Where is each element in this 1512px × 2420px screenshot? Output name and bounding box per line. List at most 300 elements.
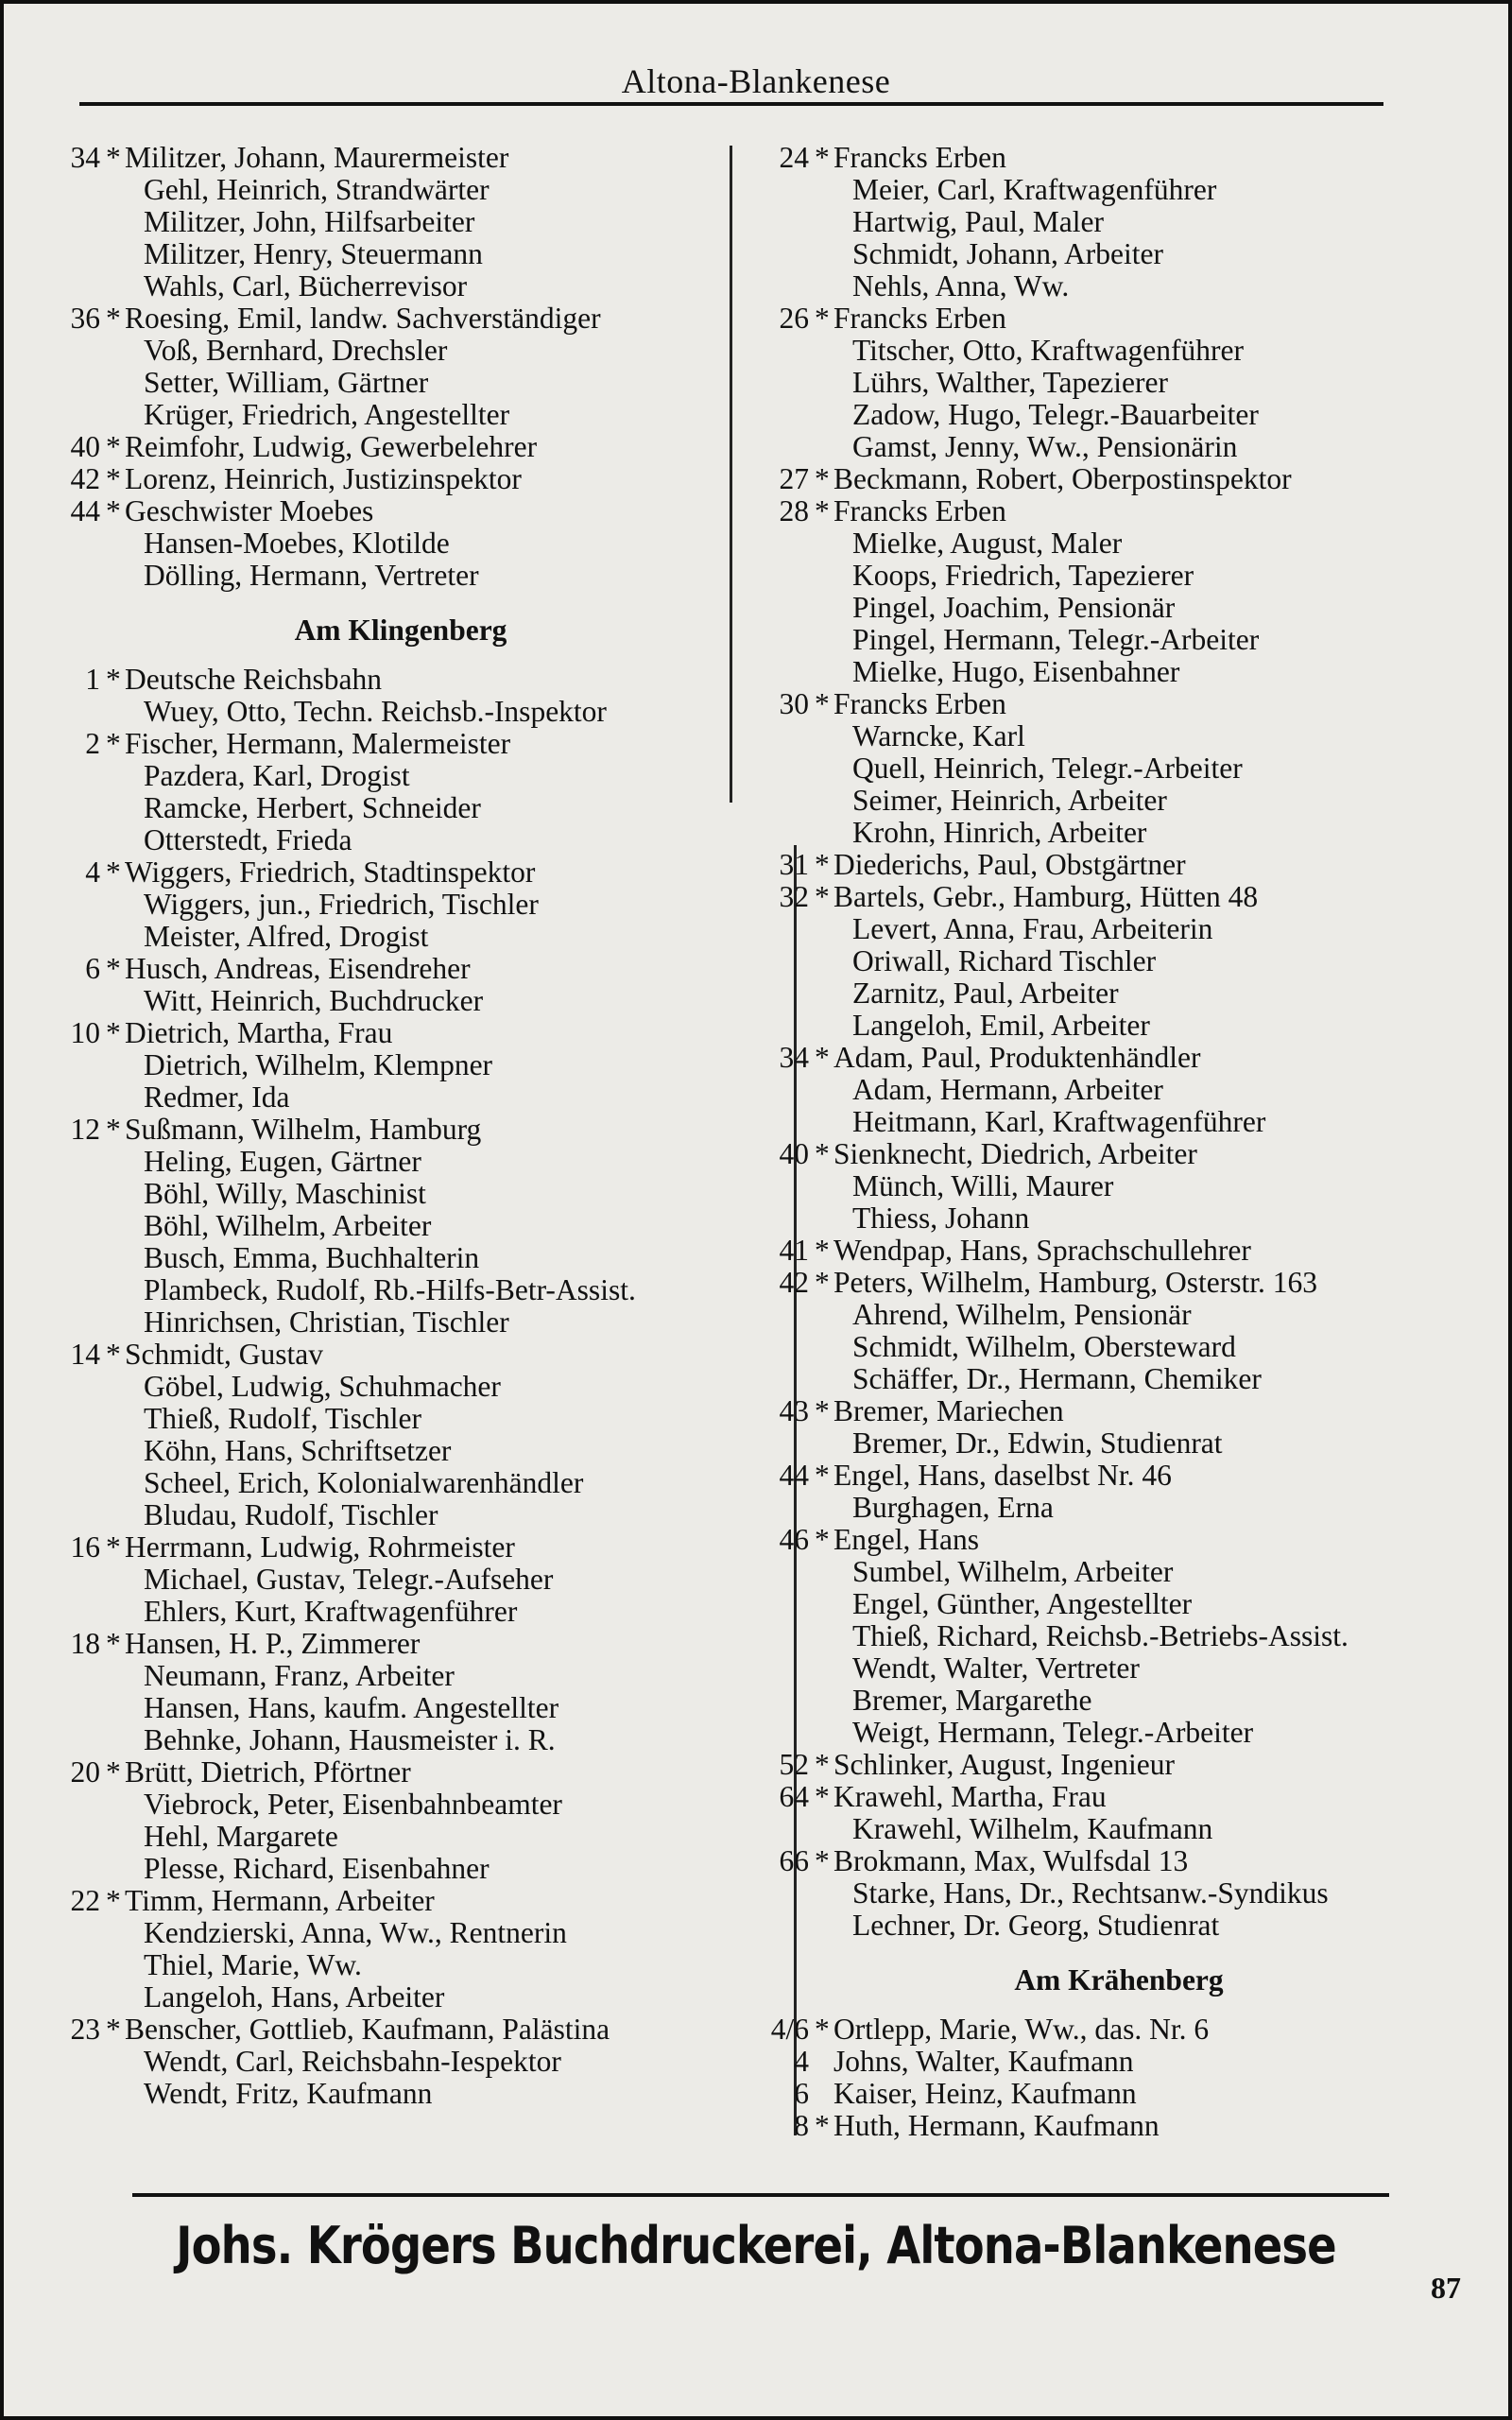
entry-text: Kaiser, Heinz, Kaufmann xyxy=(833,2077,1137,2110)
entry-text: Wahls, Carl, Bücherrevisor xyxy=(144,269,468,302)
house-number: 24 xyxy=(779,141,809,174)
left-column xyxy=(42,142,769,2110)
house-number: 6 xyxy=(85,952,100,985)
owner-mark xyxy=(815,1877,833,1910)
entry-text: Weigt, Hermann, Telegr.-Arbeiter xyxy=(852,1716,1254,1749)
entry-text: Göbel, Ludwig, Schuhmacher xyxy=(144,1370,501,1403)
entry-text: Pingel, Joachim, Pensionär xyxy=(852,591,1176,624)
resident-entry xyxy=(42,1210,769,1242)
resident-entry xyxy=(42,1660,769,1692)
running-head: Altona-Blankenese xyxy=(621,62,891,100)
owner-mark xyxy=(815,1074,833,1106)
owner-mark: * xyxy=(815,1780,830,1813)
entry-text: Brokmann, Max, Wulfsdal 13 xyxy=(833,1844,1189,1877)
resident-entry xyxy=(42,1853,769,1885)
house-number xyxy=(750,1813,815,1845)
house-entry xyxy=(750,1267,1506,1299)
house-entry xyxy=(42,2014,769,2046)
entry-text: Bartels, Gebr., Hamburg, Hütten 48 xyxy=(833,880,1259,913)
entry-text: Sienknecht, Diedrich, Arbeiter xyxy=(833,1137,1197,1170)
entry-text: Voß, Bernhard, Drechsler xyxy=(144,334,448,367)
entry-text: Francks Erben xyxy=(833,494,1006,527)
owner-mark xyxy=(815,752,833,785)
house-number: 30 xyxy=(779,687,809,720)
resident-entry xyxy=(750,817,1506,849)
owner-mark xyxy=(106,335,125,367)
entry-text: Witt, Heinrich, Buchdrucker xyxy=(144,984,484,1017)
house-number xyxy=(42,1403,106,1435)
house-number xyxy=(750,817,815,849)
resident-entry xyxy=(42,527,769,560)
house-entry xyxy=(750,2046,1506,2078)
owner-mark: * xyxy=(815,1459,830,1492)
house-number xyxy=(750,1652,815,1685)
house-number xyxy=(750,592,815,624)
house-number xyxy=(42,1435,106,1467)
street-heading: Am Klingenberg xyxy=(294,614,507,647)
house-number xyxy=(750,1685,815,1717)
resident-entry xyxy=(750,174,1506,206)
resident-entry xyxy=(750,1717,1506,1749)
right-column xyxy=(750,142,1506,2142)
owner-mark: * xyxy=(106,1627,121,1660)
house-number xyxy=(42,270,106,302)
owner-mark: * xyxy=(106,1530,121,1564)
house-number xyxy=(750,238,815,270)
resident-entry xyxy=(750,527,1506,560)
house-number: 42 xyxy=(779,1266,809,1299)
owner-mark xyxy=(815,785,833,817)
owner-mark: * xyxy=(815,462,830,495)
entry-text: Meier, Carl, Kraftwagenführer xyxy=(852,173,1217,206)
resident-entry xyxy=(750,1331,1506,1363)
entry-text: Krawehl, Martha, Frau xyxy=(833,1780,1107,1813)
house-number xyxy=(42,1178,106,1210)
house-number: 18 xyxy=(70,1627,100,1660)
resident-entry xyxy=(750,1652,1506,1685)
owner-mark xyxy=(106,2078,125,2110)
house-number: 44 xyxy=(779,1459,809,1492)
entry-text: Bremer, Margarethe xyxy=(852,1684,1092,1717)
house-entry xyxy=(42,1017,769,1049)
owner-mark: * xyxy=(815,848,830,881)
owner-mark: * xyxy=(815,1394,830,1427)
entry-text: Roesing, Emil, landw. Sachverständiger xyxy=(125,302,601,335)
entry-text: Quell, Heinrich, Telegr.-Arbeiter xyxy=(852,752,1243,785)
resident-entry xyxy=(42,1306,769,1339)
house-number xyxy=(42,1692,106,1724)
owner-mark xyxy=(106,1146,125,1178)
house-entry xyxy=(750,302,1506,335)
house-number xyxy=(42,2078,106,2110)
owner-mark: * xyxy=(815,141,830,174)
house-number xyxy=(750,1492,815,1524)
resident-entry xyxy=(42,174,769,206)
entry-text: Wuey, Otto, Techn. Reichsb.-Inspektor xyxy=(144,695,607,728)
entry-text: Bremer, Mariechen xyxy=(833,1394,1064,1427)
owner-mark xyxy=(815,1106,833,1138)
owner-mark xyxy=(106,1692,125,1724)
top-rule xyxy=(79,102,1383,106)
house-entry xyxy=(42,1339,769,1371)
owner-mark xyxy=(106,1789,125,1821)
owner-mark xyxy=(106,921,125,953)
owner-mark xyxy=(106,1242,125,1274)
house-number xyxy=(42,1306,106,1339)
entry-text: Johns, Walter, Kaufmann xyxy=(833,2045,1134,2078)
entry-text: Militzer, Johann, Maurermeister xyxy=(125,141,509,174)
owner-mark xyxy=(815,560,833,592)
resident-entry xyxy=(42,1178,769,1210)
owner-mark xyxy=(815,238,833,270)
entry-text: Dietrich, Martha, Frau xyxy=(125,1016,393,1049)
resident-entry xyxy=(750,431,1506,463)
entry-text: Reimfohr, Ludwig, Gewerbelehrer xyxy=(125,430,538,463)
resident-entry xyxy=(750,1363,1506,1395)
house-number xyxy=(42,1660,106,1692)
house-number xyxy=(750,1877,815,1910)
owner-mark xyxy=(106,399,125,431)
entry-text: Diederichs, Paul, Obstgärtner xyxy=(833,848,1186,881)
entry-text: Francks Erben xyxy=(833,141,1006,174)
entry-text: Gehl, Heinrich, Strandwärter xyxy=(144,173,490,206)
house-number xyxy=(750,270,815,302)
entry-text: Dietrich, Wilhelm, Klempner xyxy=(144,1048,493,1081)
owner-mark xyxy=(815,1620,833,1652)
owner-mark xyxy=(106,1435,125,1467)
owner-mark: * xyxy=(106,1884,121,1917)
entry-text: Sumbel, Wilhelm, Arbeiter xyxy=(852,1555,1174,1588)
resident-entry xyxy=(42,985,769,1017)
house-number xyxy=(750,431,815,463)
owner-mark xyxy=(106,1467,125,1499)
resident-entry xyxy=(750,1299,1506,1331)
owner-mark: * xyxy=(106,494,121,527)
house-number xyxy=(42,1081,106,1114)
house-number xyxy=(42,1274,106,1306)
house-number xyxy=(750,335,815,367)
owner-mark xyxy=(815,1588,833,1620)
house-number xyxy=(42,1981,106,2014)
owner-mark xyxy=(106,1949,125,1981)
entry-text: Nehls, Anna, Ww. xyxy=(852,269,1070,302)
entry-text: Gamst, Jenny, Ww., Pensionärin xyxy=(852,430,1238,463)
house-entry xyxy=(42,1885,769,1917)
owner-mark: * xyxy=(815,687,830,720)
bottom-rule xyxy=(132,2193,1389,2197)
resident-entry xyxy=(42,1917,769,1949)
house-number xyxy=(750,174,815,206)
owner-mark xyxy=(815,1910,833,1942)
entry-text: Fischer, Hermann, Malermeister xyxy=(125,727,511,760)
entry-text: Militzer, John, Hilfsarbeiter xyxy=(144,205,475,238)
street-heading: Am Krähenberg xyxy=(1014,1963,1224,1996)
owner-mark xyxy=(815,656,833,688)
house-number xyxy=(42,399,106,431)
house-entry xyxy=(750,881,1506,913)
entry-text: Engel, Günther, Angestellter xyxy=(852,1587,1193,1620)
house-number xyxy=(750,1010,815,1042)
house-number xyxy=(750,367,815,399)
owner-mark: * xyxy=(815,1523,830,1556)
owner-mark xyxy=(106,1981,125,2014)
entry-text: Kendzierski, Anna, Ww., Rentnerin xyxy=(144,1916,567,1949)
owner-mark xyxy=(106,1306,125,1339)
house-number xyxy=(750,1299,815,1331)
owner-mark xyxy=(106,270,125,302)
owner-mark xyxy=(815,1685,833,1717)
entry-text: Thieß, Rudolf, Tischler xyxy=(144,1402,422,1435)
owner-mark: * xyxy=(815,302,830,335)
entry-text: Timm, Hermann, Arbeiter xyxy=(125,1884,435,1917)
house-entry xyxy=(42,302,769,335)
entry-text: Hansen, Hans, kaufm. Angestellter xyxy=(144,1691,559,1724)
resident-entry xyxy=(42,1564,769,1596)
owner-mark: * xyxy=(106,1338,121,1371)
owner-mark: * xyxy=(106,1016,121,1049)
house-number xyxy=(750,1717,815,1749)
entry-text: Schmidt, Gustav xyxy=(125,1338,323,1371)
entry-text: Köhn, Hans, Schriftsetzer xyxy=(144,1434,452,1467)
house-entry xyxy=(750,1845,1506,1877)
resident-entry xyxy=(42,1692,769,1724)
owner-mark xyxy=(815,1331,833,1363)
resident-entry xyxy=(750,1910,1506,1942)
entry-text: Adam, Hermann, Arbeiter xyxy=(852,1073,1163,1106)
resident-entry xyxy=(750,1813,1506,1845)
entry-text: Böhl, Willy, Maschinist xyxy=(144,1177,426,1210)
entry-text: Husch, Andreas, Eisendreher xyxy=(125,952,471,985)
entry-text: Geschwister Moebes xyxy=(125,494,374,527)
resident-entry xyxy=(750,1427,1506,1460)
house-entry xyxy=(750,849,1506,881)
house-number: 64 xyxy=(779,1780,809,1813)
resident-entry xyxy=(42,696,769,728)
owner-mark xyxy=(106,1081,125,1114)
owner-mark xyxy=(106,1403,125,1435)
directory-page xyxy=(4,4,1508,2416)
owner-mark: * xyxy=(815,494,830,527)
entry-text: Mielke, August, Maler xyxy=(852,527,1123,560)
house-number xyxy=(42,985,106,1017)
owner-mark xyxy=(106,1596,125,1628)
house-number: 12 xyxy=(70,1113,100,1146)
owner-mark xyxy=(815,270,833,302)
resident-entry xyxy=(42,2078,769,2110)
resident-entry xyxy=(42,1596,769,1628)
entry-text: Francks Erben xyxy=(833,302,1006,335)
entry-text: Heitmann, Karl, Kraftwagenführer xyxy=(852,1105,1266,1138)
resident-entry xyxy=(42,399,769,431)
house-number: 2 xyxy=(85,727,100,760)
house-number: 23 xyxy=(70,2013,100,2046)
entry-text: Meister, Alfred, Drogist xyxy=(144,920,429,953)
entry-text: Setter, William, Gärtner xyxy=(144,366,429,399)
resident-entry xyxy=(42,1049,769,1081)
owner-mark xyxy=(815,431,833,463)
entry-text: Oriwall, Richard Tischler xyxy=(852,944,1157,977)
owner-mark: * xyxy=(815,2109,830,2142)
house-number: 41 xyxy=(779,1234,809,1267)
owner-mark xyxy=(815,1170,833,1202)
entry-text: Wendt, Carl, Reichsbahn-Iespektor xyxy=(144,2045,561,2078)
owner-mark xyxy=(106,174,125,206)
house-entry xyxy=(42,495,769,527)
house-number: 43 xyxy=(779,1394,809,1427)
entry-text: Hansen-Moebes, Klotilde xyxy=(144,527,450,560)
house-entry xyxy=(750,2014,1506,2046)
entry-text: Langeloh, Emil, Arbeiter xyxy=(852,1009,1150,1042)
resident-entry xyxy=(750,1010,1506,1042)
resident-entry xyxy=(42,1081,769,1114)
resident-entry xyxy=(750,367,1506,399)
resident-entry xyxy=(42,1274,769,1306)
house-number: 27 xyxy=(779,462,809,495)
house-entry xyxy=(42,142,769,174)
owner-mark xyxy=(815,977,833,1010)
resident-entry xyxy=(42,1789,769,1821)
house-entry xyxy=(42,1628,769,1660)
house-entry xyxy=(750,2078,1506,2110)
owner-mark xyxy=(106,206,125,238)
house-entry xyxy=(42,1531,769,1564)
house-number: 16 xyxy=(70,1530,100,1564)
entry-text: Busch, Emma, Buchhalterin xyxy=(144,1241,480,1274)
entry-text: Krawehl, Wilhelm, Kaufmann xyxy=(852,1812,1213,1845)
house-number xyxy=(42,238,106,270)
house-number: 1 xyxy=(85,663,100,696)
house-number xyxy=(750,977,815,1010)
house-number: 40 xyxy=(70,430,100,463)
resident-entry xyxy=(750,1492,1506,1524)
entry-text: Wendpap, Hans, Sprachschullehrer xyxy=(833,1234,1251,1267)
owner-mark xyxy=(106,2046,125,2078)
entry-text: Zarnitz, Paul, Arbeiter xyxy=(852,977,1119,1010)
house-number xyxy=(750,1910,815,1942)
owner-mark: * xyxy=(106,727,121,760)
owner-mark xyxy=(815,1813,833,1845)
entry-text: Langeloh, Hans, Arbeiter xyxy=(144,1980,445,2014)
house-number xyxy=(750,624,815,656)
entry-text: Heling, Eugen, Gärtner xyxy=(144,1145,421,1178)
entry-text: Thieß, Richard, Reichsb.-Betriebs-Assist. xyxy=(852,1619,1349,1652)
entry-text: Lechner, Dr. Georg, Studienrat xyxy=(852,1909,1220,1942)
resident-entry xyxy=(42,1242,769,1274)
resident-entry xyxy=(750,1620,1506,1652)
house-number xyxy=(42,527,106,560)
house-number xyxy=(750,399,815,431)
entry-text: Neumann, Franz, Arbeiter xyxy=(144,1659,455,1692)
resident-entry xyxy=(750,335,1506,367)
house-entry xyxy=(750,463,1506,495)
house-number xyxy=(750,1074,815,1106)
entry-text: Krüger, Friedrich, Angestellter xyxy=(144,398,510,431)
resident-entry xyxy=(42,1499,769,1531)
owner-mark xyxy=(106,1821,125,1853)
house-number xyxy=(750,785,815,817)
owner-mark xyxy=(106,985,125,1017)
owner-mark xyxy=(815,1363,833,1395)
house-entry xyxy=(42,728,769,760)
owner-mark xyxy=(106,1210,125,1242)
resident-entry xyxy=(750,270,1506,302)
house-number: 44 xyxy=(70,494,100,527)
entry-text: Hehl, Margarete xyxy=(144,1820,338,1853)
entry-text: Schlinker, August, Ingenieur xyxy=(833,1748,1175,1781)
house-number xyxy=(750,1106,815,1138)
house-entry xyxy=(750,1042,1506,1074)
owner-mark xyxy=(815,335,833,367)
house-number xyxy=(750,913,815,945)
resident-entry xyxy=(42,335,769,367)
owner-mark xyxy=(815,527,833,560)
owner-mark xyxy=(815,1492,833,1524)
resident-entry xyxy=(42,270,769,302)
house-number: 40 xyxy=(779,1137,809,1170)
owner-mark xyxy=(815,1299,833,1331)
entry-text: Lührs, Walther, Tapezierer xyxy=(852,366,1168,399)
entry-text: Viebrock, Peter, Eisenbahnbeamter xyxy=(144,1788,562,1821)
entry-text: Wendt, Walter, Vertreter xyxy=(852,1651,1140,1685)
house-number: 8 xyxy=(794,2109,809,2142)
owner-mark: * xyxy=(106,141,121,174)
house-number xyxy=(750,527,815,560)
entry-text: Beckmann, Robert, Oberpostinspektor xyxy=(833,462,1292,495)
owner-mark xyxy=(815,1652,833,1685)
entry-text: Benscher, Gottlieb, Kaufmann, Palästina xyxy=(125,2013,610,2046)
house-number: 31 xyxy=(779,848,809,881)
resident-entry xyxy=(750,1106,1506,1138)
house-number xyxy=(42,696,106,728)
house-number xyxy=(750,1202,815,1235)
house-number xyxy=(42,367,106,399)
house-entry xyxy=(750,142,1506,174)
house-number: 4 xyxy=(85,856,100,889)
entry-text: Engel, Hans xyxy=(833,1523,979,1556)
entry-text: Wiggers, Friedrich, Stadtinspektor xyxy=(125,856,536,889)
entry-text: Hartwig, Paul, Maler xyxy=(852,205,1104,238)
owner-mark: * xyxy=(106,1755,121,1789)
entry-text: Burghagen, Erna xyxy=(852,1491,1054,1524)
entry-text: Thiel, Marie, Ww. xyxy=(144,1948,362,1981)
entry-text: Wiggers, jun., Friedrich, Tischler xyxy=(144,888,539,921)
house-entry xyxy=(750,1395,1506,1427)
owner-mark xyxy=(106,560,125,592)
resident-entry xyxy=(750,1877,1506,1910)
house-number xyxy=(42,1917,106,1949)
owner-mark xyxy=(815,624,833,656)
house-number: 4 xyxy=(794,2045,809,2078)
owner-mark xyxy=(106,1499,125,1531)
owner-mark xyxy=(815,206,833,238)
resident-entry xyxy=(750,1202,1506,1235)
entry-text: Wendt, Fritz, Kaufmann xyxy=(144,2077,433,2110)
house-entry xyxy=(750,688,1506,720)
house-number xyxy=(42,792,106,824)
resident-entry xyxy=(42,1467,769,1499)
house-number xyxy=(42,889,106,921)
owner-mark xyxy=(815,2046,833,2078)
house-number: 10 xyxy=(70,1016,100,1049)
owner-mark xyxy=(106,1178,125,1210)
entry-text: Böhl, Wilhelm, Arbeiter xyxy=(144,1209,432,1242)
house-number: 32 xyxy=(779,880,809,913)
house-entry xyxy=(750,1749,1506,1781)
entry-text: Münch, Willi, Maurer xyxy=(852,1169,1114,1202)
resident-entry xyxy=(42,206,769,238)
house-number: 22 xyxy=(70,1884,100,1917)
resident-entry xyxy=(750,720,1506,752)
